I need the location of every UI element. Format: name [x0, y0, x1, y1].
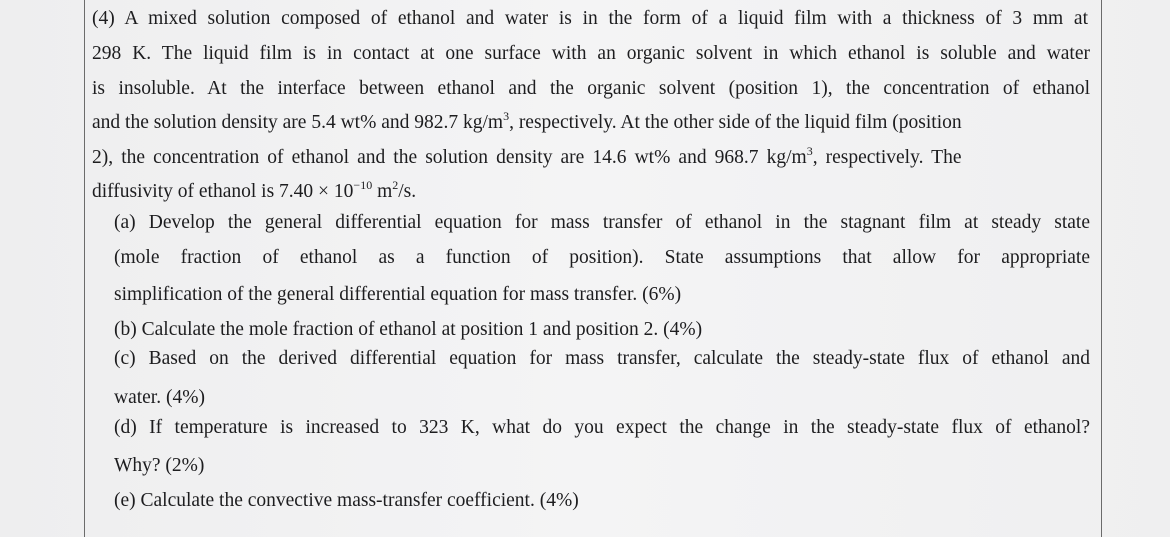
part-a-line-2: (mole fraction of ethanol as a function of position). State assumptions that allow for appropriate: [114, 247, 1090, 268]
part-d-line-1: (d) If temperature is increased to 323 K, what do you expect the change in the steady-state flux of ethanol?: [114, 417, 1090, 438]
problem-line-6-sup2: 2: [392, 177, 399, 192]
right-margin-rule: [1101, 0, 1102, 537]
problem-line-5-sup: 3: [806, 143, 813, 158]
problem-line-5-pre: 2), the concentration of ethanol and the solution density are 14.6 wt% and 968.7 kg/m: [92, 147, 807, 168]
part-a-line-3: simplification of the general differential equation for mass transfer. (6%): [114, 284, 682, 305]
problem-line-6-pre: diffusivity of ethanol is 7.40 × 10: [92, 181, 354, 202]
problem-line-6-post: /s.: [398, 181, 417, 202]
problem-line-5-post: , respectively. The: [812, 147, 962, 168]
part-c-line-2: water. (4%): [114, 387, 205, 408]
problem-line-4-post: , respectively. At the other side of the liquid film (position: [509, 112, 962, 133]
problem-line-4-pre: and the solution density are 5.4 wt% and 982.7 kg/m: [92, 112, 504, 133]
part-c-line-1: (c) Based on the derived differential equation for mass transfer, calculate the steady-state flux of ethanol and: [114, 348, 1090, 369]
part-b-line-1: (b) Calculate the mole fraction of ethanol at position 1 and position 2. (4%): [114, 319, 703, 340]
problem-line-1: (4) A mixed solution composed of ethanol and water is in the form of a liquid film with a thickness of 3 mm at: [92, 8, 1088, 29]
problem-line-4: [92, 108, 962, 135]
part-e-line-1: (e) Calculate the convective mass-transfer coefficient. (4%): [114, 490, 579, 511]
problem-line-6: [92, 177, 417, 204]
left-margin-rule: [84, 0, 85, 537]
problem-line-3: is insoluble. At the interface between ethanol and the organic solvent (position 1), the concentration of ethanol: [92, 78, 1090, 99]
problem-line-6-mid: m: [372, 181, 393, 202]
problem-line-4-sup: 3: [503, 108, 510, 123]
problem-line-2: 298 K. The liquid film is in contact at one surface with an organic solvent in which ethanol is soluble and water: [92, 43, 1090, 64]
problem-line-6-sup: −10: [353, 177, 373, 192]
part-a-line-1: (a) Develop the general differential equation for mass transfer of ethanol in the stagnant film at steady state: [114, 212, 1090, 233]
part-d-line-2: Why? (2%): [114, 455, 205, 476]
problem-line-5: [92, 143, 962, 170]
